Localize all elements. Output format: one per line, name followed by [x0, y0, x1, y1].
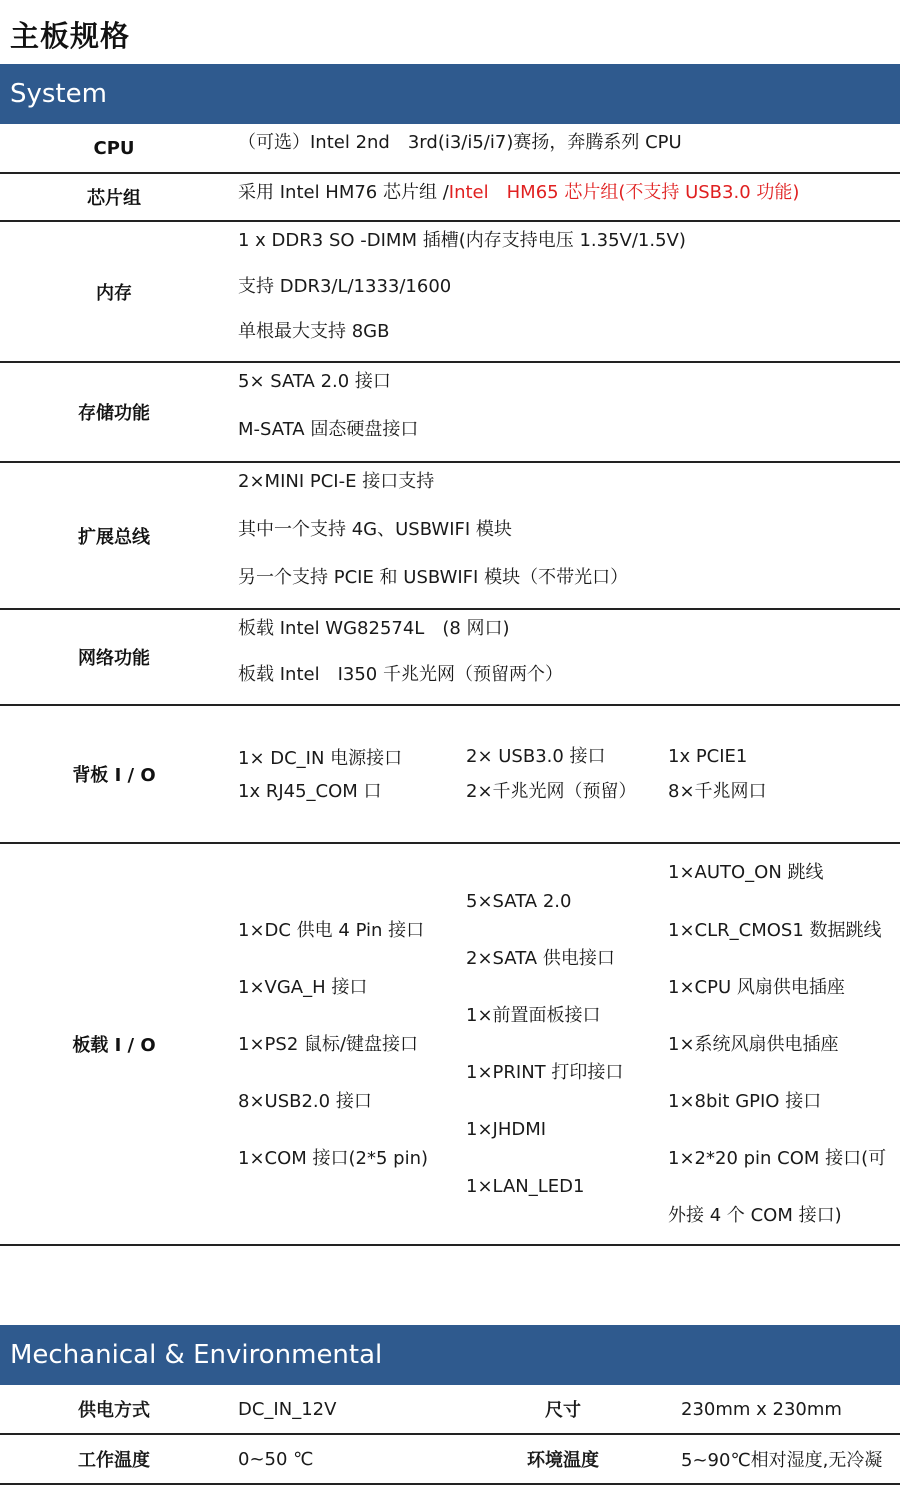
- spec-value-chipset-main: 采用 Intel HM76 芯片组 /: [238, 182, 449, 203]
- onboard-io-item: 1×VGA_H 接口: [238, 977, 368, 998]
- spec-row-storage: [0, 363, 900, 463]
- mech-label-env-humidity: 环境温度: [527, 1450, 599, 1471]
- page-title: 主板规格: [10, 19, 131, 53]
- onboard-io-item: 1×AUTO_ON 跳线: [668, 862, 824, 883]
- rear-io-item: 2×千兆光网（预留）: [466, 781, 637, 802]
- mech-row-power-size: [0, 1385, 900, 1435]
- onboard-io-item: 外接 4 个 COM 接口): [668, 1205, 842, 1226]
- rear-io-item: 1× DC_IN 电源接口: [238, 748, 403, 769]
- spec-value-network-line: 板载 Intel I350 千兆光网（预留两个）: [238, 664, 563, 685]
- spec-value-chipset: [238, 182, 799, 204]
- spec-value-expansion-line: 另一个支持 PCIE 和 USBWIFI 模块（不带光口）: [238, 567, 629, 588]
- onboard-io-item: 1×LAN_LED1: [466, 1176, 585, 1197]
- spec-value-memory-line: 1 x DDR3 SO -DIMM 插槽(内存支持电压 1.35V/1.5V): [238, 230, 686, 251]
- spec-label-memory: 内存: [96, 282, 132, 304]
- onboard-io-item: 8×USB2.0 接口: [238, 1091, 372, 1112]
- spec-label-chipset: 芯片组: [87, 188, 141, 209]
- spec-value-expansion-line: 其中一个支持 4G、USBWIFI 模块: [238, 519, 512, 540]
- onboard-io-item: 1×PRINT 打印接口: [466, 1062, 624, 1083]
- spec-value-cpu: （可选）Intel 2nd 3rd(i3/i5/i7)赛扬，奔腾系列 CPU: [238, 132, 682, 153]
- spec-label-onboard-io: 板载 I / O: [72, 1035, 156, 1056]
- mech-row-temp-humidity: [0, 1435, 900, 1485]
- mech-value-size: 230mm x 230mm: [681, 1398, 842, 1420]
- section-header-system: [0, 64, 900, 124]
- spec-row-chipset: [0, 174, 900, 222]
- onboard-io-item: 1×COM 接口(2*5 pin): [238, 1148, 429, 1169]
- spec-row-network: [0, 610, 900, 706]
- rear-io-item: 8×千兆网口: [668, 781, 767, 802]
- mech-label-size: 尺寸: [545, 1400, 581, 1421]
- spec-label-storage: 存储功能: [78, 403, 150, 424]
- mech-label-power: 供电方式: [78, 1400, 150, 1421]
- spec-value-storage-line: 5× SATA 2.0 接口: [238, 371, 391, 392]
- mech-label-work-temp: 工作温度: [78, 1450, 150, 1471]
- spec-label-expansion: 扩展总线: [78, 526, 150, 548]
- spec-value-memory-line: 单根最大支持 8GB: [238, 321, 390, 342]
- spec-row-rear-io: [0, 706, 900, 844]
- mech-value-power: DC_IN_12V: [238, 1398, 337, 1420]
- mech-value-work-temp: 0~50 ℃: [238, 1448, 314, 1470]
- onboard-io-item: 1×前置面板接口: [466, 1005, 601, 1026]
- onboard-io-item: 1×2*20 pin COM 接口(可: [668, 1148, 887, 1169]
- section-header-mechanical-text: Mechanical & Environmental: [10, 1340, 383, 1370]
- spec-row-memory: [0, 222, 900, 363]
- spec-row-cpu: [0, 124, 900, 174]
- spec-value-memory-line: 支持 DDR3/L/1333/1600: [238, 276, 452, 297]
- spec-label-cpu: CPU: [93, 137, 135, 159]
- spec-row-expansion: [0, 463, 900, 610]
- spec-label-network: 网络功能: [78, 648, 150, 669]
- onboard-io-item: 5×SATA 2.0: [466, 891, 572, 912]
- spec-label-rear-io: 背板 I / O: [72, 765, 156, 786]
- onboard-io-item: 1×DC 供电 4 Pin 接口: [238, 920, 425, 941]
- onboard-io-item: 1×CLR_CMOS1 数据跳线: [668, 920, 882, 941]
- onboard-io-item: 1×8bit GPIO 接口: [668, 1091, 822, 1112]
- rear-io-item: 1x RJ45_COM 口: [238, 781, 382, 802]
- mech-value-env-humidity: 5~90℃相对湿度,无冷凝: [681, 1450, 883, 1471]
- spec-value-chipset-alt: Intel HM65 芯片组(不支持 USB3.0 功能): [448, 182, 800, 203]
- spec-value-storage-line: M-SATA 固态硬盘接口: [238, 419, 419, 440]
- onboard-io-item: 2×SATA 供电接口: [466, 948, 615, 969]
- onboard-io-item: 1×JHDMI: [466, 1119, 547, 1140]
- onboard-io-item: 1×系统风扇供电插座: [668, 1034, 839, 1055]
- section-header-mechanical: [0, 1325, 900, 1385]
- spec-row-onboard-io: [0, 844, 900, 1246]
- onboard-io-item: 1×CPU 风扇供电插座: [668, 977, 845, 998]
- rear-io-item: 1x PCIE1: [668, 746, 748, 767]
- onboard-io-item: 1×PS2 鼠标/键盘接口: [238, 1034, 419, 1055]
- spec-value-network-line: 板载 Intel WG82574L (8 网口): [238, 618, 510, 639]
- section-header-system-text: System: [10, 79, 107, 109]
- spec-value-expansion-line: 2×MINI PCI-E 接口支持: [238, 471, 435, 492]
- rear-io-item: 2× USB3.0 接口: [466, 746, 606, 767]
